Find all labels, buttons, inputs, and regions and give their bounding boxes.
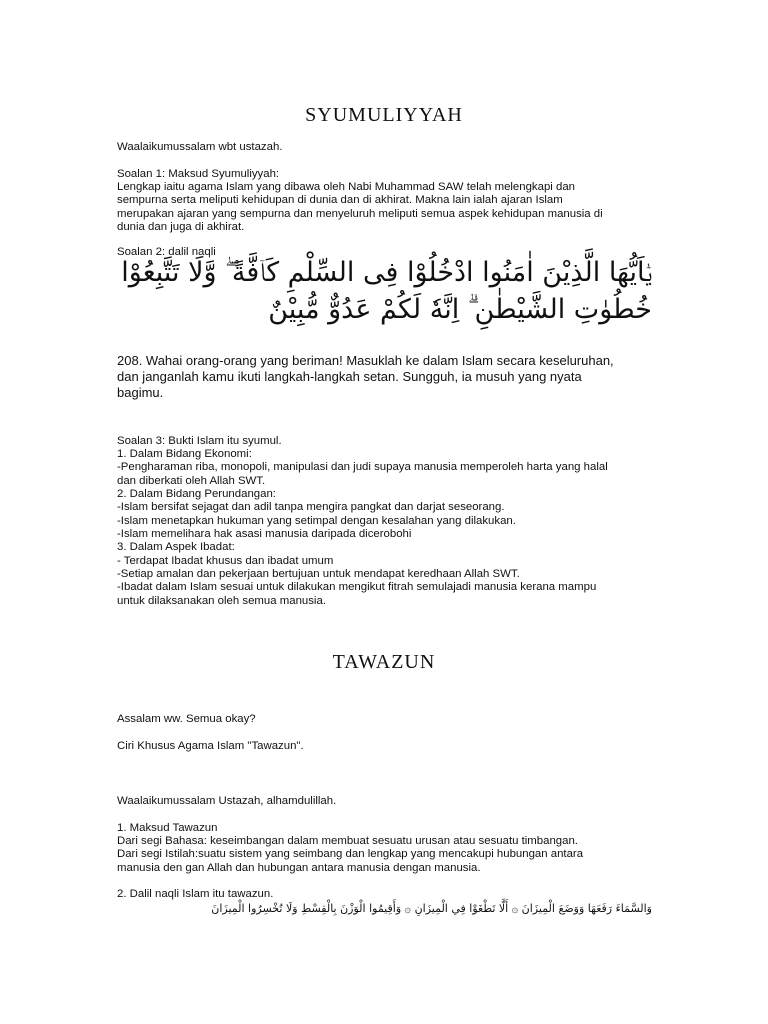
answer-1-line: dunia dan juga di akhirat. xyxy=(117,221,245,233)
evidence-line: untuk dilaksanakan oleh semua manusia. xyxy=(117,595,326,607)
greeting-line: Assalam ww. Semua okay? xyxy=(117,713,256,725)
evidence-line: 3. Dalam Aspek Ibadat: xyxy=(117,541,235,553)
section-title-syumuliyyah: SYUMULIYYAH xyxy=(305,104,463,126)
evidence-line: -Setiap amalan dan pekerjaan bertujuan untuk mendapat keredhaan Allah SWT. xyxy=(117,568,520,580)
question-2-label: Soalan 2: dalil naqli xyxy=(117,246,216,258)
arabic-verse-line: وَالسَّمَاءَ رَفَعَهَا وَوَضَعَ الْمِيزَانَ ۞ أَلَّا تَطْغَوْا فِي الْمِيزَانِ ۞ وَأَقِيمُوا الْوَزْنَ بِالْقِسْطِ وَلَا تُخْسِرُوا الْمِيزَانَ xyxy=(211,902,652,915)
topic-line: Ciri Khusus Agama Islam "Tawazun". xyxy=(117,740,304,752)
evidence-line: 2. Dalam Bidang Perundangan: xyxy=(117,488,276,500)
definition-line: manusia den gan Allah dan hubungan antara manusia dengan manusia. xyxy=(117,862,481,874)
evidence-line: -Islam menetapkan hukuman yang setimpal dengan kesalahan yang dilakukan. xyxy=(117,515,516,527)
arabic-verse-line: خُطُوٰتِ الشَّيْطٰنِ ۗ اِنَّهٗ لَكُمْ عَدُوٌّ مُّبِيْنٌ xyxy=(268,294,652,325)
evidence-line: -Islam memelihara hak asasi manusia daripada dicerobohi xyxy=(117,528,412,540)
reply-line: Waalaikumussalam Ustazah, alhamdulillah. xyxy=(117,795,337,807)
arabic-verse-line: يٰۤاَيُّهَا الَّذِيْنَ اٰمَنُوا ادْخُلُوْا فِى السِّلْمِ كَاۤفَّةً ۖ وَّلَا تَتَّبِعُوْا xyxy=(121,257,652,288)
translation-line: 208. Wahai orang-orang yang beriman! Masuklah ke dalam Islam secara keseluruhan, xyxy=(117,353,614,368)
dalil-label: 2. Dalil naqli Islam itu tawazun. xyxy=(117,888,274,900)
question-3-label: Soalan 3: Bukti Islam itu syumul. xyxy=(117,435,282,447)
evidence-line: -Ibadat dalam Islam sesuai untuk dilakukan mengikut fitrah semulajadi manusia kerana mampu xyxy=(117,581,597,593)
definition-line: Dari segi Bahasa: keseimbangan dalam membuat sesuatu urusan atau sesuatu timbangan. xyxy=(117,835,578,847)
section-title-tawazun: TAWAZUN xyxy=(332,651,436,673)
translation-line: dan janganlah kamu ikuti langkah-langkah setan. Sungguh, ia musuh yang nyata xyxy=(117,369,582,384)
evidence-line: dan diberkati oleh Allah SWT. xyxy=(117,475,266,487)
definition-label: 1. Maksud Tawazun xyxy=(117,822,218,834)
answer-1-line: Lengkap iaitu agama Islam yang dibawa oleh Nabi Muhammad SAW telah melengkapi dan xyxy=(117,181,576,193)
translation-line: bagimu. xyxy=(117,385,164,400)
answer-1-line: sempurna serta meliputi kehidupan di dunia dan di akhirat. Makna lain ialah ajaran Islam xyxy=(117,194,563,206)
question-1-label: Soalan 1: Maksud Syumuliyyah: xyxy=(117,168,280,180)
evidence-line: 1. Dalam Bidang Ekonomi: xyxy=(117,448,252,460)
evidence-line: -Islam bersifat sejagat dan adil tanpa mengira pangkat dan darjat seseorang. xyxy=(117,501,505,513)
evidence-line: - Terdapat Ibadat khusus dan ibadat umum xyxy=(117,555,334,567)
definition-line: Dari segi Istilah:suatu sistem yang seimbang dan lengkap yang mencakupi hubungan antara xyxy=(117,848,584,860)
greeting-line: Waalaikumussalam wbt ustazah. xyxy=(117,141,283,153)
evidence-line: -Pengharaman riba, monopoli, manipulasi dan judi supaya manusia memperoleh harta yang halal xyxy=(117,461,608,473)
answer-1-line: merupakan ajaran yang sempurna dan menyeluruh meliputi semua aspek kehidupan manusia di xyxy=(117,208,603,220)
